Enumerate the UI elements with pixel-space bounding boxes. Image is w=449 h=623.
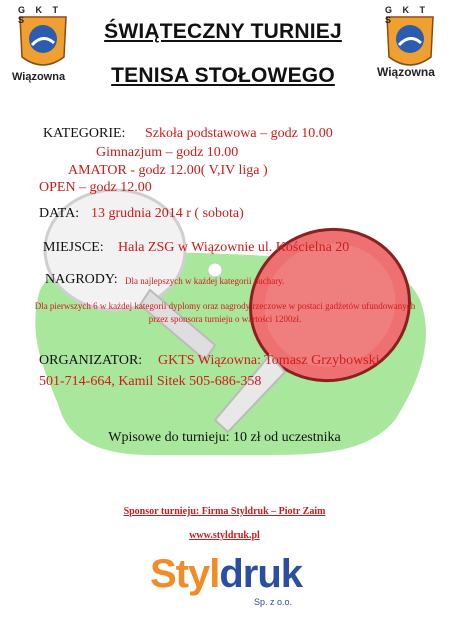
organizer-contacts: 501-714-664, Kamil Sitek 505-686-358 bbox=[39, 374, 262, 389]
date-value: 13 grudnia 2014 r ( sobota) bbox=[91, 206, 244, 221]
organizer-label: ORGANIZATOR: bbox=[39, 353, 143, 368]
styldruk-logo-druk: druk bbox=[219, 552, 303, 596]
place-value: Hala ZSG w Wiązownie ul. Kościelna 20 bbox=[118, 240, 350, 255]
place-label: MIEJSCE: bbox=[43, 240, 104, 255]
category-gimnazjum: Gimnazjum – godz 10.00 bbox=[96, 145, 239, 160]
sponsor-text: Sponsor turnieju: Firma Styldruk – Piotr Zaim bbox=[123, 506, 326, 517]
categories-label: KATEGORIE: bbox=[43, 126, 126, 141]
prizes-value: Dla najlepszych w każdej kategorii puchary. bbox=[125, 276, 285, 286]
gkts-logo-left bbox=[8, 5, 78, 89]
category-primary: Szkoła podstawowa – godz 10.00 bbox=[145, 126, 333, 141]
category-amator: AMATOR - godz 12.00( V,IV liga ) bbox=[68, 163, 268, 178]
styldruk-logo-styl: Styl bbox=[150, 552, 220, 596]
ball-icon bbox=[208, 263, 222, 277]
styldruk-logo-sub: Sp. z o.o. bbox=[254, 597, 293, 607]
organizer-value: GKTS Wiązowna: Tomasz Grzybowski bbox=[158, 353, 380, 368]
logo-top-text: G K T S bbox=[18, 5, 62, 25]
logo-bottom-text: Wiązowna bbox=[12, 71, 66, 83]
styldruk-logo bbox=[150, 552, 310, 616]
date-label: DATA: bbox=[39, 206, 80, 221]
category-open: OPEN – godz 12.00 bbox=[39, 180, 152, 195]
page-title-line2: TENISA STOŁOWEGO bbox=[111, 64, 335, 87]
prizes-label: NAGRODY: bbox=[45, 272, 118, 287]
entry-fee: Wpisowe do turnieju: 10 zł od uczestnika bbox=[108, 430, 341, 445]
sponsor-url-link[interactable]: www.styldruk.pl bbox=[189, 530, 260, 541]
logo-bottom-text: Wiązowna bbox=[377, 65, 435, 79]
page-title-line1: ŚWIĄTECZNY TURNIEJ bbox=[104, 20, 342, 43]
gkts-logo-right bbox=[375, 5, 445, 89]
prizes-details: Dla pierwszych 6 w każdej kategorii dyplomy oraz nagrody rzeczowe w postaci gadżetów ufundowanych przez sponsora turnieju o wartości 1200zł. bbox=[34, 301, 416, 324]
logo-top-text: G K T S bbox=[385, 5, 429, 25]
